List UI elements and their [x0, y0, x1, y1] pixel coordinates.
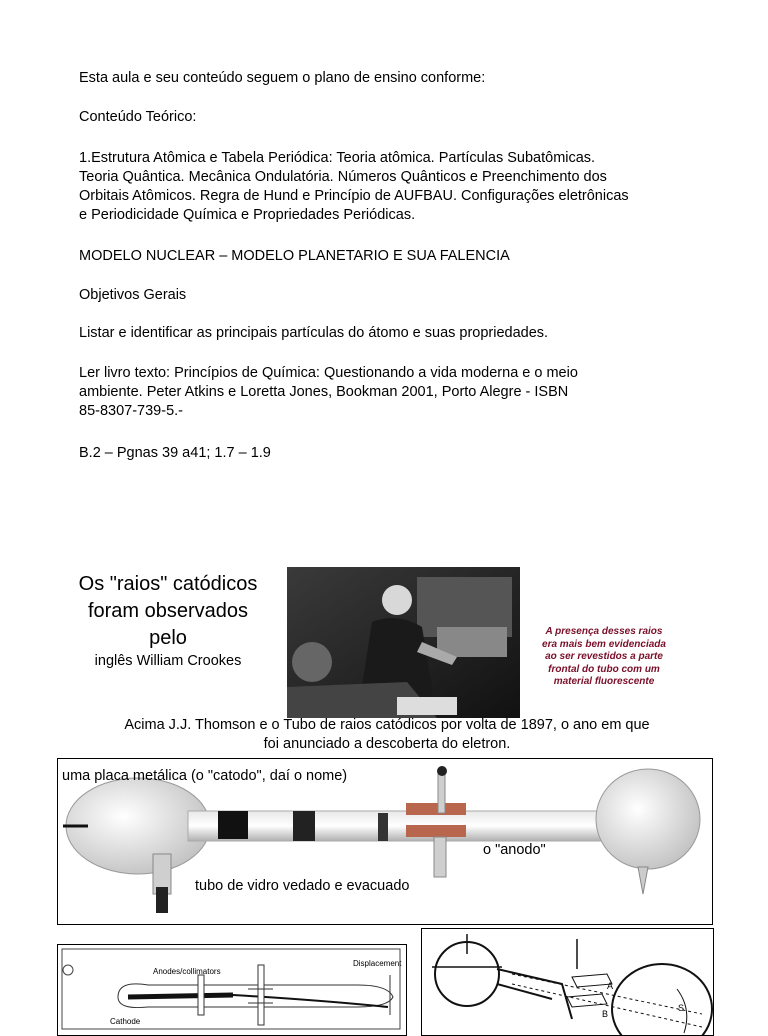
- anodes-collimators-label: Anodes/collimators: [153, 967, 221, 976]
- content-line: Teoria Quântica. Mecânica Ondulatória. Números Quânticos e Preenchimento dos: [79, 169, 607, 185]
- side-note-line: era mais bem evidenciada: [542, 638, 666, 650]
- reading-line: ambiente. Peter Atkins e Loretta Jones, Bookman 2001, Porto Alegre - ISBN: [79, 384, 569, 400]
- content-line: Orbitais Atômicos. Regra de Hund e Princípio de AUFBAU. Configurações eletrônicas: [79, 188, 629, 204]
- figure-title-line: Os "raios" catódicos: [78, 573, 258, 595]
- figure-title-line: foram observados: [87, 600, 249, 622]
- content-line: 1.Estrutura Atômica e Tabela Periódica: Teoria atômica. Partículas Subatômicas.: [79, 150, 596, 166]
- apparatus-cathode-label: Cathode: [110, 1017, 141, 1026]
- side-note-line: material fluorescente: [553, 676, 655, 687]
- caption-line: foi anunciado a descoberta do eletron.: [263, 736, 511, 752]
- figure-subtitle: inglês William Crookes: [94, 653, 242, 669]
- figure-caption: [60, 716, 714, 754]
- glass-tube-label: tubo de vidro vedado e evacuado: [195, 878, 410, 894]
- screen-s-label: S: [678, 1003, 685, 1013]
- objective-text: Listar e identificar as principais partículas do átomo e suas propriedades.: [79, 325, 549, 341]
- content-paragraph: [79, 149, 739, 225]
- reading-line: Ler livro texto: Princípios de Química: Questionando a vida moderna e o meio: [79, 365, 578, 381]
- crookes-tube-figure: [57, 758, 713, 925]
- side-note-line: frontal do tubo com um: [548, 663, 660, 675]
- content-line: e Periodicidade Química e Propriedades Periódicas.: [79, 207, 416, 223]
- displacement-label: Displacement: [353, 959, 402, 968]
- objectives-heading: Objetivos Gerais: [79, 287, 187, 303]
- anode-label: o "anodo": [483, 842, 546, 858]
- figure-title-line: pelo: [149, 627, 187, 649]
- side-note-line: A presença desses raios: [545, 626, 663, 637]
- section-label: Conteúdo Teórico:: [79, 109, 197, 125]
- plate-b-label: B: [602, 1009, 609, 1019]
- pages-reference: B.2 – Pgnas 39 a41; 1.7 – 1.9: [79, 445, 271, 461]
- intro-text: Esta aula e seu conteúdo seguem o plano de ensino conforme:: [79, 70, 486, 86]
- deflection-tube-drawing: [422, 929, 713, 1035]
- deflection-tube-diagram: [421, 928, 714, 1036]
- thomson-apparatus-diagram: [57, 944, 407, 1036]
- figure-title: [58, 571, 278, 652]
- cathode-label: uma placa metálica (o "catodo", daí o nome): [62, 768, 348, 784]
- reading-paragraph: [79, 364, 739, 421]
- model-heading: MODELO NUCLEAR – MODELO PLANETARIO E SUA FALENCIA: [79, 248, 510, 264]
- thomson-photo: [287, 567, 520, 718]
- plate-a-label: A: [607, 981, 614, 991]
- caption-line: Acima J.J. Thomson e o Tubo de raios catódicos por volta de 1897, o ano em que: [124, 717, 650, 733]
- side-note: [534, 626, 674, 689]
- side-note-line: ao ser revestidos a parte: [545, 651, 663, 662]
- reading-line: 85-8307-739-5.-: [79, 403, 183, 419]
